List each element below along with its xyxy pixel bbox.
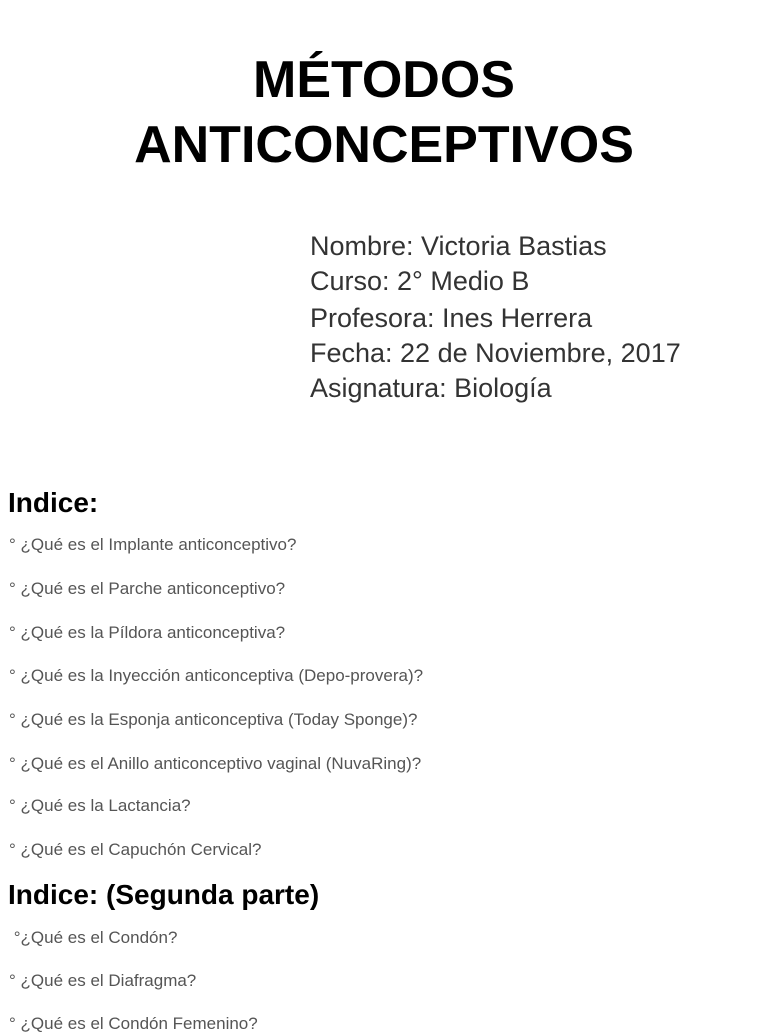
info-date: Fecha: 22 de Noviembre, 2017 bbox=[310, 338, 681, 368]
index-item: ° ¿Qué es el Implante anticonceptivo? bbox=[9, 535, 297, 554]
index-item: °¿Qué es el Condón? bbox=[9, 928, 178, 947]
index-item: ° ¿Qué es el Condón Femenino? bbox=[9, 1014, 258, 1033]
title-line-1: MÉTODOS bbox=[253, 51, 515, 109]
title-line-2: ANTICONCEPTIVOS bbox=[134, 116, 634, 174]
index-item: ° ¿Qué es la Píldora anticonceptiva? bbox=[9, 623, 286, 642]
index-item: ° ¿Qué es el Capuchón Cervical? bbox=[9, 840, 262, 859]
index-item: ° ¿Qué es la Esponja anticonceptiva (Today Sponge)? bbox=[9, 710, 418, 729]
info-course: Curso: 2° Medio B bbox=[310, 266, 530, 296]
info-subject: Asignatura: Biología bbox=[310, 373, 552, 403]
index-heading-second: Indice: (Segunda parte) bbox=[8, 879, 320, 910]
info-name: Nombre: Victoria Bastias bbox=[310, 231, 607, 261]
info-teacher: Profesora: Ines Herrera bbox=[310, 303, 593, 333]
index-item: ° ¿Qué es la Inyección anticonceptiva (Depo-provera)? bbox=[9, 666, 424, 685]
index-item: ° ¿Qué es el Diafragma? bbox=[9, 971, 197, 990]
index-item: ° ¿Qué es la Lactancia? bbox=[9, 796, 191, 815]
index-item: ° ¿Qué es el Anillo anticonceptivo vaginal (NuvaRing)? bbox=[9, 754, 422, 773]
index-heading: Indice: bbox=[8, 487, 99, 518]
index-item: ° ¿Qué es el Parche anticonceptivo? bbox=[9, 579, 286, 598]
